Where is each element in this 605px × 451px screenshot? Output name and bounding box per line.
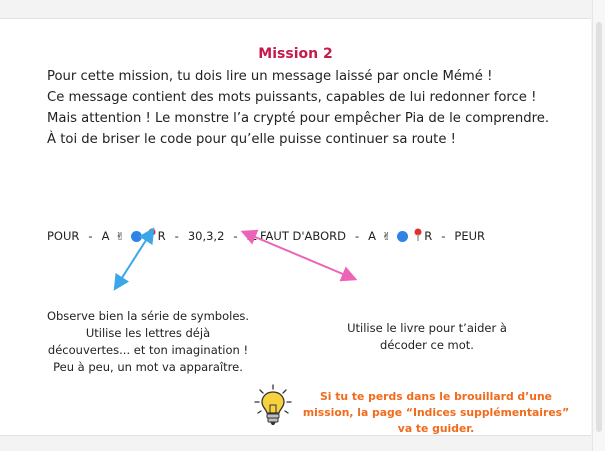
code-letter-a: A [101, 229, 110, 243]
intro-line: À toi de briser le code pour qu’elle puisse continuer sa route ! [47, 132, 456, 147]
intro-line: Pour cette mission, tu dois lire un message laissé par oncle Mémé ! [47, 69, 493, 84]
code-phrase: IL FAUT D'ABORD [246, 229, 346, 243]
scrollbar-thumb[interactable] [596, 22, 602, 432]
hint-book [322, 320, 532, 354]
tip-line: va te guider. [397, 422, 475, 435]
code-numbers: 30,3,2 [187, 229, 225, 243]
extra-hints-tip [296, 389, 576, 437]
vertical-scrollbar[interactable] [592, 0, 605, 451]
mission-card [0, 18, 591, 436]
separator: - [355, 229, 360, 243]
separator: - [233, 229, 238, 243]
hand-icon: ✌ [115, 229, 125, 243]
hand-icon: ✌ [382, 229, 392, 243]
hint-line: décoder ce mot. [380, 338, 474, 352]
separator: - [441, 229, 446, 243]
hint-line: Observe bien la série de symboles. [46, 309, 250, 323]
lightbulb-icon [252, 383, 294, 429]
code-letter-r: R [157, 229, 166, 243]
tip-line: Si tu te perds dans le brouillard d’une [320, 390, 552, 403]
intro-line: Mais attention ! Le monstre l’a crypté pour empêcher Pia de le comprendre. [47, 111, 550, 126]
tip-line: mission, la page “Indices supplémentaires” [302, 406, 570, 419]
code-word-peur: PEUR [454, 229, 486, 243]
blue-arrow [118, 234, 150, 284]
separator: - [174, 229, 179, 243]
hint-line: Utilise les lettres déjà [85, 326, 211, 340]
pink-arrow [248, 234, 350, 277]
code-word-pour: POUR [47, 229, 80, 243]
intro-line: Ce message contient des mots puissants, capables de lui redonner force ! [47, 90, 537, 105]
hint-symbols [28, 308, 268, 376]
separator: - [88, 229, 93, 243]
code-letter-a: A [368, 229, 377, 243]
code-letter-r: R [424, 229, 433, 243]
hint-line: Peu à peu, un mot va apparaître. [53, 360, 243, 374]
hint-line: découvertes... et ton imagination ! [47, 343, 249, 357]
mission-title: Mission 2 [258, 46, 333, 62]
hint-line: Utilise le livre pour t’aider à [347, 321, 507, 335]
